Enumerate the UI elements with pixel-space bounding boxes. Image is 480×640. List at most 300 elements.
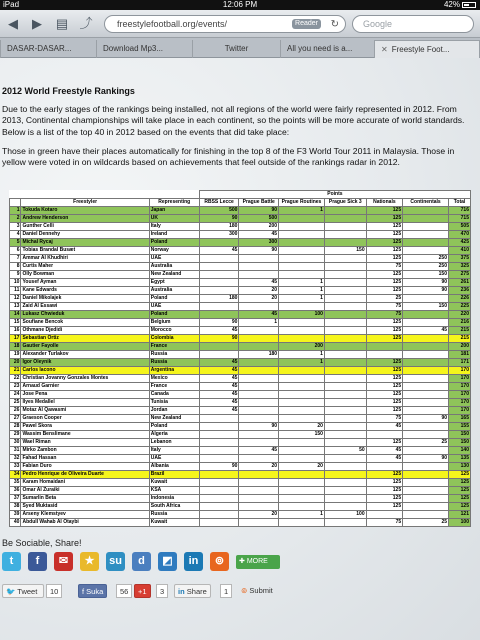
table-cell	[366, 431, 403, 439]
table-cell	[239, 479, 279, 487]
table-cell: Mexico	[149, 375, 199, 383]
table-cell	[279, 335, 325, 343]
table-cell: France	[149, 343, 199, 351]
table-cell: 150	[279, 431, 325, 439]
table-cell: 1	[279, 351, 325, 359]
table-row	[10, 375, 471, 383]
table-cell: 45	[239, 231, 279, 239]
table-cell	[279, 447, 325, 455]
battery-indicator	[444, 0, 476, 10]
table-cell: 2	[10, 215, 21, 223]
table-cell	[324, 375, 366, 383]
url-bar[interactable]	[104, 15, 346, 33]
table-cell: Albania	[149, 463, 199, 471]
table-cell: 20	[10, 359, 21, 367]
table-cell	[324, 495, 366, 503]
table-cell	[279, 439, 325, 447]
table-cell: 19	[10, 351, 21, 359]
stumbleupon-icon[interactable]: su	[106, 552, 125, 571]
table-row	[10, 407, 471, 415]
table-cell: 17	[10, 335, 21, 343]
table-cell: 8	[10, 263, 21, 271]
table-cell	[199, 279, 239, 287]
table-cell: Othmane Djedidi	[21, 327, 149, 335]
table-cell: 125	[366, 223, 403, 231]
table-row	[10, 263, 471, 271]
table-cell: 32	[10, 455, 21, 463]
table-cell	[239, 335, 279, 343]
table-cell	[199, 511, 239, 519]
tab-label: DASAR-DASAR...	[7, 44, 72, 53]
table-cell: 90	[403, 287, 449, 295]
table-cell: Tobias Brandal Busæt	[21, 247, 149, 255]
table-cell: 181	[449, 351, 471, 359]
table-row	[10, 455, 471, 463]
table-cell	[279, 223, 325, 231]
table-cell	[199, 287, 239, 295]
table-cell	[324, 463, 366, 471]
battery-icon	[462, 2, 476, 8]
table-cell: 36	[10, 487, 21, 495]
table-cell: Fabian Duro	[21, 463, 149, 471]
table-cell	[239, 487, 279, 495]
table-cell: Ammar Al Khudhiri	[21, 255, 149, 263]
table-cell: 425	[449, 239, 471, 247]
table-cell: 3	[10, 223, 21, 231]
table-row	[10, 511, 471, 519]
points-header: Points	[199, 191, 470, 199]
table-cell: Arseny Klemstyev	[21, 511, 149, 519]
table-cell	[239, 415, 279, 423]
table-cell: Daniel Dennehy	[21, 231, 149, 239]
table-cell: 170	[449, 375, 471, 383]
reader-button[interactable]: Reader	[292, 19, 321, 29]
share-title: Be Sociable, Share!	[2, 538, 82, 548]
table-cell: 125	[366, 367, 403, 375]
table-cell: 14	[10, 311, 21, 319]
table-cell: Lukasz Chwieduk	[21, 311, 149, 319]
reddit-submit-button[interactable]	[238, 584, 276, 598]
share-action-icon[interactable]: ⤴	[79, 16, 93, 31]
table-cell: 23	[10, 383, 21, 391]
table-cell: 20	[239, 463, 279, 471]
table-cell	[279, 391, 325, 399]
table-row	[10, 343, 471, 351]
tab-freestyle-football[interactable]	[374, 40, 480, 58]
delicious-icon[interactable]: ◩	[158, 552, 177, 571]
table-cell: 40	[10, 519, 21, 527]
tab-label: Twitter	[224, 44, 249, 53]
gplus-count: 3	[156, 584, 168, 598]
tab-all-you-need[interactable]	[280, 40, 374, 58]
table-cell	[324, 311, 366, 319]
table-cell: 9	[10, 271, 21, 279]
table-row	[10, 207, 471, 215]
table-cell	[239, 471, 279, 479]
column-header: Prague Routines	[279, 199, 325, 207]
table-cell	[366, 463, 403, 471]
table-cell: 125	[366, 239, 403, 247]
table-cell	[279, 239, 325, 247]
table-cell	[324, 383, 366, 391]
table-row	[10, 215, 471, 223]
gplus-label: +1	[138, 587, 147, 596]
table-cell	[324, 263, 366, 271]
table-cell: 1	[279, 279, 325, 287]
table-cell	[279, 407, 325, 415]
table-cell: Sebastian Ortiz	[21, 335, 149, 343]
table-cell: 25	[403, 519, 449, 527]
table-row	[10, 335, 471, 343]
table-cell	[199, 455, 239, 463]
table-cell: 125	[366, 407, 403, 415]
table-row	[10, 239, 471, 247]
table-cell: Omar Al Zuraiki	[21, 487, 149, 495]
table-row	[10, 503, 471, 511]
table-cell	[239, 519, 279, 527]
tab-twitter[interactable]	[192, 40, 280, 58]
table-cell: Belgium	[149, 319, 199, 327]
table-cell	[279, 327, 325, 335]
table-cell: Sumarlin Beta	[21, 495, 149, 503]
table-cell: 180	[199, 295, 239, 303]
table-cell	[324, 207, 366, 215]
table-cell	[403, 391, 449, 399]
table-cell: 125	[366, 383, 403, 391]
table-cell	[403, 335, 449, 343]
table-row	[10, 423, 471, 431]
tweet-label: Tweet	[17, 587, 38, 596]
table-cell	[279, 519, 325, 527]
close-tab-icon[interactable]: ✕	[381, 45, 388, 54]
table-cell: 200	[279, 343, 325, 351]
table-cell: 45	[199, 391, 239, 399]
table-cell	[239, 383, 279, 391]
table-cell: Wael Riman	[21, 439, 149, 447]
table-cell: 125	[366, 335, 403, 343]
table-cell	[403, 343, 449, 351]
table-cell: 27	[10, 415, 21, 423]
table-cell: 125	[366, 479, 403, 487]
table-cell: 1	[279, 511, 325, 519]
table-cell: 125	[366, 271, 403, 279]
table-cell: 125	[366, 319, 403, 327]
table-cell: Brazil	[149, 471, 199, 479]
table-cell	[403, 431, 449, 439]
table-cell	[403, 399, 449, 407]
table-cell	[199, 263, 239, 271]
like-count: 56	[116, 584, 132, 598]
table-cell: Poland	[149, 311, 199, 319]
table-cell: 12	[10, 295, 21, 303]
table-cell	[279, 271, 325, 279]
table-cell: South Africa	[149, 503, 199, 511]
table-cell	[366, 351, 403, 359]
table-cell: 45	[366, 447, 403, 455]
stumble-circle-icon[interactable]: ⊚	[210, 552, 229, 571]
table-cell: Kuwait	[149, 479, 199, 487]
table-cell	[239, 407, 279, 415]
table-cell: 16	[10, 327, 21, 335]
table-cell: 75	[366, 311, 403, 319]
table-cell: 90	[403, 415, 449, 423]
table-cell: 45	[199, 375, 239, 383]
table-cell: 125	[366, 487, 403, 495]
table-cell	[199, 255, 239, 263]
table-cell: 45	[239, 279, 279, 287]
table-cell	[239, 359, 279, 367]
table-cell: 1	[239, 319, 279, 327]
table-cell	[324, 359, 366, 367]
table-cell	[324, 303, 366, 311]
tab-dasar[interactable]	[0, 40, 96, 58]
table-cell: 225	[449, 303, 471, 311]
table-cell: 130	[449, 463, 471, 471]
table-cell: 18	[10, 343, 21, 351]
table-cell: 90	[239, 423, 279, 431]
table-cell: 1	[279, 287, 325, 295]
table-cell: 45	[199, 359, 239, 367]
table-cell: 170	[449, 367, 471, 375]
table-cell: Carlos Iacono	[21, 367, 149, 375]
table-cell: 35	[10, 479, 21, 487]
table-cell: 275	[449, 271, 471, 279]
table-cell: UAE	[149, 455, 199, 463]
facebook-icon[interactable]: f	[28, 552, 47, 571]
table-cell	[199, 311, 239, 319]
clock: 12:06 PM	[222, 0, 258, 9]
tab-download[interactable]	[96, 40, 192, 58]
table-cell: Tokuda Kotaro	[21, 207, 149, 215]
table-cell: 180	[199, 223, 239, 231]
table-cell: 300	[199, 231, 239, 239]
table-cell: Algeria	[149, 431, 199, 439]
table-cell: 170	[449, 407, 471, 415]
table-cell: New Zealand	[149, 415, 199, 423]
table-cell	[324, 255, 366, 263]
table-cell	[199, 479, 239, 487]
google-plus-button[interactable]	[134, 584, 151, 598]
table-cell	[239, 255, 279, 263]
table-cell: 125	[366, 231, 403, 239]
table-cell	[403, 367, 449, 375]
table-cell: France	[149, 383, 199, 391]
table-cell: 125	[449, 495, 471, 503]
more-button[interactable]: ✚ MORE	[236, 555, 280, 569]
table-cell: 125	[366, 359, 403, 367]
table-cell: Motaz Al Qawasmi	[21, 407, 149, 415]
table-cell: Graeson Cooper	[21, 415, 149, 423]
table-cell: 150	[403, 303, 449, 311]
table-cell: 125	[366, 247, 403, 255]
table-row	[10, 271, 471, 279]
table-cell: 1	[279, 207, 325, 215]
table-cell	[199, 447, 239, 455]
digg-icon[interactable]: d	[132, 552, 151, 571]
table-cell: 75	[366, 519, 403, 527]
column-header: Representing	[149, 199, 199, 207]
column-header: Total	[449, 199, 471, 207]
table-cell	[324, 455, 366, 463]
table-cell	[366, 511, 403, 519]
table-cell: 125	[366, 207, 403, 215]
table-cell	[403, 351, 449, 359]
table-cell: Russia	[149, 511, 199, 519]
table-cell	[403, 231, 449, 239]
facebook-like-button[interactable]: f Suka	[78, 584, 107, 598]
table-cell: 50	[324, 447, 366, 455]
table-cell: 29	[10, 431, 21, 439]
column-header: Continentals	[403, 199, 449, 207]
table-cell	[324, 327, 366, 335]
tab-bar	[0, 38, 480, 58]
table-cell: Morocco	[149, 327, 199, 335]
search-input[interactable]	[352, 15, 474, 33]
table-cell: Arnaud Garnier	[21, 383, 149, 391]
table-cell	[324, 407, 366, 415]
table-cell	[324, 519, 366, 527]
table-cell: Ireland	[149, 231, 199, 239]
table-cell	[199, 415, 239, 423]
table-cell	[324, 487, 366, 495]
table-cell: Jordan	[149, 407, 199, 415]
table-cell	[403, 503, 449, 511]
table-row	[10, 351, 471, 359]
table-row	[10, 463, 471, 471]
table-row	[10, 519, 471, 527]
table-cell	[403, 423, 449, 431]
table-cell	[403, 487, 449, 495]
table-cell: 25	[403, 439, 449, 447]
twitter-icon[interactable]: t	[2, 552, 21, 571]
table-cell: 31	[10, 447, 21, 455]
table-cell: 715	[449, 215, 471, 223]
table-cell	[324, 391, 366, 399]
table-cell: 125	[366, 215, 403, 223]
table-cell: Italy	[149, 447, 199, 455]
column-header: Prague Battle	[239, 199, 279, 207]
table-cell	[324, 287, 366, 295]
table-cell: 216	[449, 319, 471, 327]
tweet-button[interactable]: 🐦 Tweet	[2, 584, 44, 598]
table-cell: 45	[199, 383, 239, 391]
table-cell	[239, 263, 279, 271]
table-cell: 180	[239, 351, 279, 359]
table-cell	[324, 423, 366, 431]
table-cell	[279, 255, 325, 263]
share-count: 1	[220, 584, 232, 598]
email-icon[interactable]: ✉	[54, 552, 73, 571]
table-cell: Daniel Mikolajek	[21, 295, 149, 303]
table-cell: 215	[449, 327, 471, 335]
table-cell	[403, 495, 449, 503]
table-cell	[199, 431, 239, 439]
table-cell: 150	[403, 271, 449, 279]
table-cell: 45	[366, 455, 403, 463]
tab-label: Download Mp3...	[103, 44, 164, 53]
table-cell	[403, 223, 449, 231]
url-text: freestylefootball.org/events/	[117, 19, 228, 29]
table-cell: Lebanon	[149, 439, 199, 447]
table-cell	[199, 343, 239, 351]
table-cell: 125	[366, 279, 403, 287]
table-cell: 7	[10, 255, 21, 263]
table-cell: 125	[366, 503, 403, 511]
table-cell	[279, 455, 325, 463]
table-cell: Ilyes Medallel	[21, 399, 149, 407]
table-cell: 100	[449, 519, 471, 527]
points-header-row	[10, 191, 471, 199]
table-row	[10, 295, 471, 303]
reddit-icon: ⊚	[241, 586, 248, 595]
page-title: 2012 World Freestyle Rankings	[2, 86, 135, 96]
table-cell	[239, 399, 279, 407]
table-cell: 11	[10, 287, 21, 295]
battery-percent: 42%	[443, 0, 460, 9]
table-cell	[403, 215, 449, 223]
table-cell: 505	[449, 223, 471, 231]
table-cell: 261	[449, 279, 471, 287]
table-row	[10, 447, 471, 455]
table-cell: 26	[10, 407, 21, 415]
table-cell: Australia	[149, 287, 199, 295]
more-label: MORE	[246, 558, 268, 565]
table-row	[10, 303, 471, 311]
table-cell: 125	[366, 255, 403, 263]
column-header: Nationals	[366, 199, 403, 207]
table-row	[10, 359, 471, 367]
table-cell: UAE	[149, 303, 199, 311]
table-row	[10, 231, 471, 239]
table-cell	[239, 375, 279, 383]
linkedin-share-button[interactable]	[174, 584, 211, 598]
table-cell: Poland	[149, 423, 199, 431]
table-cell	[279, 231, 325, 239]
table-cell	[239, 271, 279, 279]
favorite-star-icon[interactable]: ★	[80, 552, 99, 571]
table-row	[10, 319, 471, 327]
table-cell	[403, 407, 449, 415]
table-cell: 171	[449, 359, 471, 367]
table-cell: 125	[449, 487, 471, 495]
table-cell: 90	[199, 335, 239, 343]
table-cell	[403, 471, 449, 479]
status-bar	[0, 0, 480, 10]
table-cell	[239, 327, 279, 335]
linkedin-icon[interactable]: in	[184, 552, 203, 571]
table-cell: Russia	[149, 351, 199, 359]
refresh-icon[interactable]: ↻	[330, 19, 339, 30]
bookmarks-book-icon[interactable]: ▤	[55, 16, 69, 31]
browser-toolbar	[0, 10, 480, 38]
table-cell: Mirko Zambon	[21, 447, 149, 455]
table-cell: 125	[366, 287, 403, 295]
table-cell	[199, 487, 239, 495]
table-cell: Indonesia	[149, 495, 199, 503]
table-cell	[199, 503, 239, 511]
web-page	[0, 58, 480, 640]
legend-paragraph: Those in green have their places automatically for finishing in the top 8 of the F3 World Tour 2011 in Malaysia. Those in yellow were voted in on wildcards based on achievements that feel outside of the rankings radar in 2012.	[2, 146, 455, 168]
device-label: iPad	[3, 0, 20, 9]
table-cell: Kane Edwards	[21, 287, 149, 295]
table-cell: Alexander Turlakov	[21, 351, 149, 359]
forward-arrow-icon[interactable]: ▶	[32, 16, 42, 31]
table-cell	[239, 367, 279, 375]
table-cell: 125	[366, 327, 403, 335]
table-cell	[403, 207, 449, 215]
table-cell	[324, 215, 366, 223]
back-arrow-icon[interactable]: ◀	[8, 16, 18, 31]
